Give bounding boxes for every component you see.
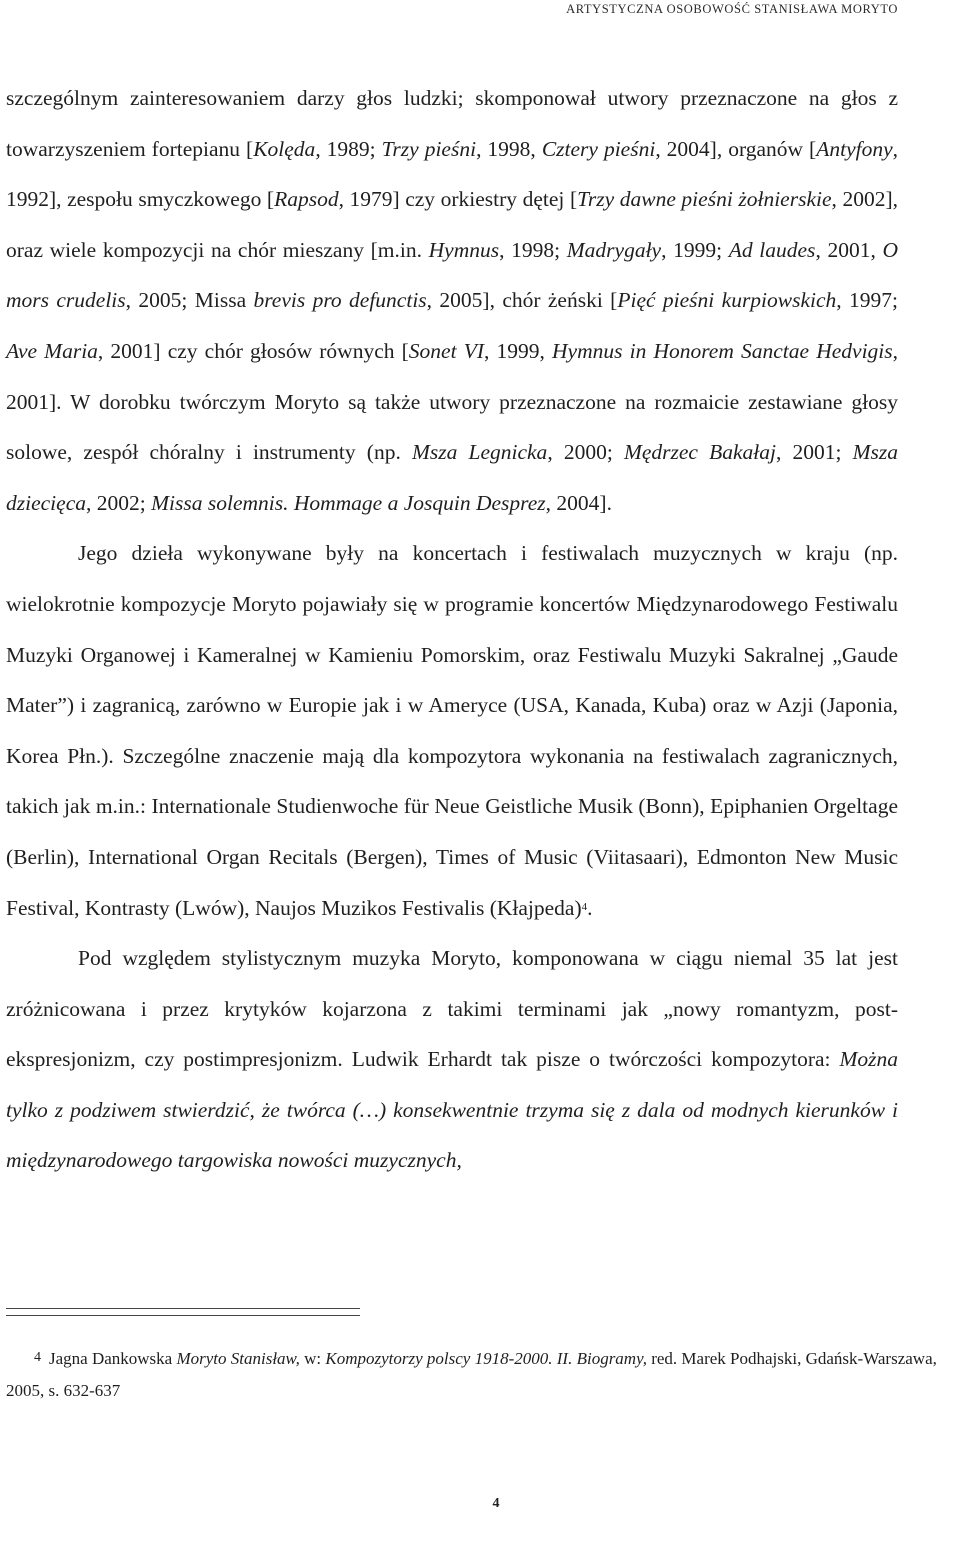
work-title: Madrygały [566, 237, 662, 262]
quotation: Można tylko z podziwem stwierdzić, że twórca (…) konsekwentnie trzyma się z dala od modnych kierunków i międzynarodowego targowiska nowości muzycznych, [6, 1047, 898, 1173]
work-title: Kolęda [253, 136, 316, 161]
work-title: Msza dziecięca [6, 440, 898, 515]
work-title: Ad laudes [728, 237, 816, 262]
text-run: . [587, 895, 593, 920]
text-run: , 1992], zespołu smyczkowego [ [6, 136, 899, 212]
text-run: , 1999, [484, 338, 553, 363]
text-run: , 1998, [476, 136, 542, 161]
paragraph-2 [6, 528, 898, 933]
text-run: , 1998; [499, 237, 567, 262]
work-title: Hymnus [428, 237, 500, 262]
footnote-title: Moryto Stanisław, [176, 1349, 300, 1368]
work-title: Hymnus in Honorem Sanctae Hedvigis [552, 338, 893, 363]
paragraph-1 [6, 73, 898, 528]
footnote [6, 1342, 958, 1407]
footnote-separator [6, 1308, 360, 1316]
text-run: , 2000; [547, 440, 624, 465]
text-run: Pod względem stylistycznym muzyka Moryto, komponowana w ciągu niemal 35 lat jest zróżnicowana i przez krytyków kojarzona z takimi terminami jak „nowy romantyzm, post-ekspresjonizm, czy postimpresjonizm. Ludwik Erhardt tak pisze o twórczości kompozytora: [6, 946, 898, 1072]
text-run: red. Marek Podhajski, Gdańsk-Warszawa, 2005, s. 632-637 [6, 1349, 937, 1400]
text-run: Jego dzieła wykonywane były na koncertach i festiwalach muzycznych w kraju (np. wielokrotnie kompozycje Moryto pojawiały się w programie koncertów Międzynarodowego Festiwalu Muzyki Organowej i Kameralnej w Kamieniu Pomorskim, oraz Festiwalu Muzyki Sakralnej „Gaude Mater”) i zagranicą, zarówno w Europie jak i w Ameryce (USA, Kanada, Kuba) oraz w Azji (Japonia, Korea Płn.). Szczególne znaczenie mają dla kompozytora wykonania na festiwalach zagranicznych, takich jak m.in.: Internationale Studienwoche für Neue Geistliche Musik (Bonn), Epiphanien Orgeltage (Berlin), International Organ Recitals (Bergen), Times of Music (Viitasaari), Edmonton New Music Festival, Kontrasty (Lwów), Naujos Muzikos Festivalis (Kłajpeda) [6, 541, 898, 920]
work-title: Missa solemnis. Hommage a Josquin Desprez [151, 490, 546, 515]
work-title: O mors crudelis [6, 237, 899, 313]
page-number: 4 [492, 1496, 500, 1511]
work-title: brevis pro defunctis [253, 288, 427, 313]
work-title: Trzy pieśni [381, 136, 477, 161]
running-header: ARTYSTYCZNA OSOBOWOŚĆ STANISŁAWA MORYTO [566, 2, 898, 16]
work-title: Pięć pieśni kurpiowskich [617, 288, 837, 313]
work-title: Antyfony [816, 136, 893, 161]
main-text [6, 73, 898, 1186]
text-run: , 2001; [775, 440, 853, 465]
footnote-source: Kompozytorzy polscy 1918-2000. II. Biogramy, [325, 1349, 647, 1368]
text-run: , 2001]. W dorobku twórczym Moryto są także utwory przeznaczone na rozmaicie zestawiane głosy solowe, zespół chóralny i instrumenty (np. [6, 338, 899, 465]
text-run: , 2002; [86, 490, 152, 515]
work-title: Sonet VI [408, 338, 484, 363]
text-run: , 2005; Missa [125, 288, 254, 313]
text-run: , 1979] czy orkiestry dętej [ [338, 187, 578, 212]
text-run: , 1999; [661, 237, 729, 262]
paragraph-3 [6, 933, 898, 1186]
work-title: Trzy dawne pieśni żołnierskie [577, 187, 832, 212]
work-title: Rapsod [274, 187, 339, 212]
text-run: , 2001, [815, 237, 883, 262]
text-run: szczególnym zainteresowaniem darzy głos ludzki; skomponował utwory przeznaczone na głos z towarzyszeniem fortepianu [ [6, 86, 898, 161]
work-title: Ave Maria [6, 338, 98, 363]
text-run: , 1997; [836, 288, 899, 313]
text-run: w: [299, 1349, 326, 1368]
text-run: , 2004]. [545, 490, 612, 515]
text-run: , 2004], organów [ [655, 136, 817, 161]
work-title: Msza Legnicka [411, 440, 548, 465]
work-title: Mędrzec Bakałaj [623, 440, 776, 465]
text-run: , 2005], chór żeński [ [426, 288, 618, 313]
footnote-reference[interactable]: 4 [581, 900, 588, 913]
text-run: , 2001] czy chór głosów równych [ [97, 338, 409, 363]
footnote-number: 4 [34, 1350, 41, 1365]
text-run: , 1989; [315, 136, 382, 161]
work-title: Cztery pieśni [541, 136, 656, 161]
text-run: , 2002], oraz wiele kompozycji na chór mieszany [m.in. [6, 187, 898, 262]
footnote-author: Jagna Dankowska [49, 1349, 177, 1368]
